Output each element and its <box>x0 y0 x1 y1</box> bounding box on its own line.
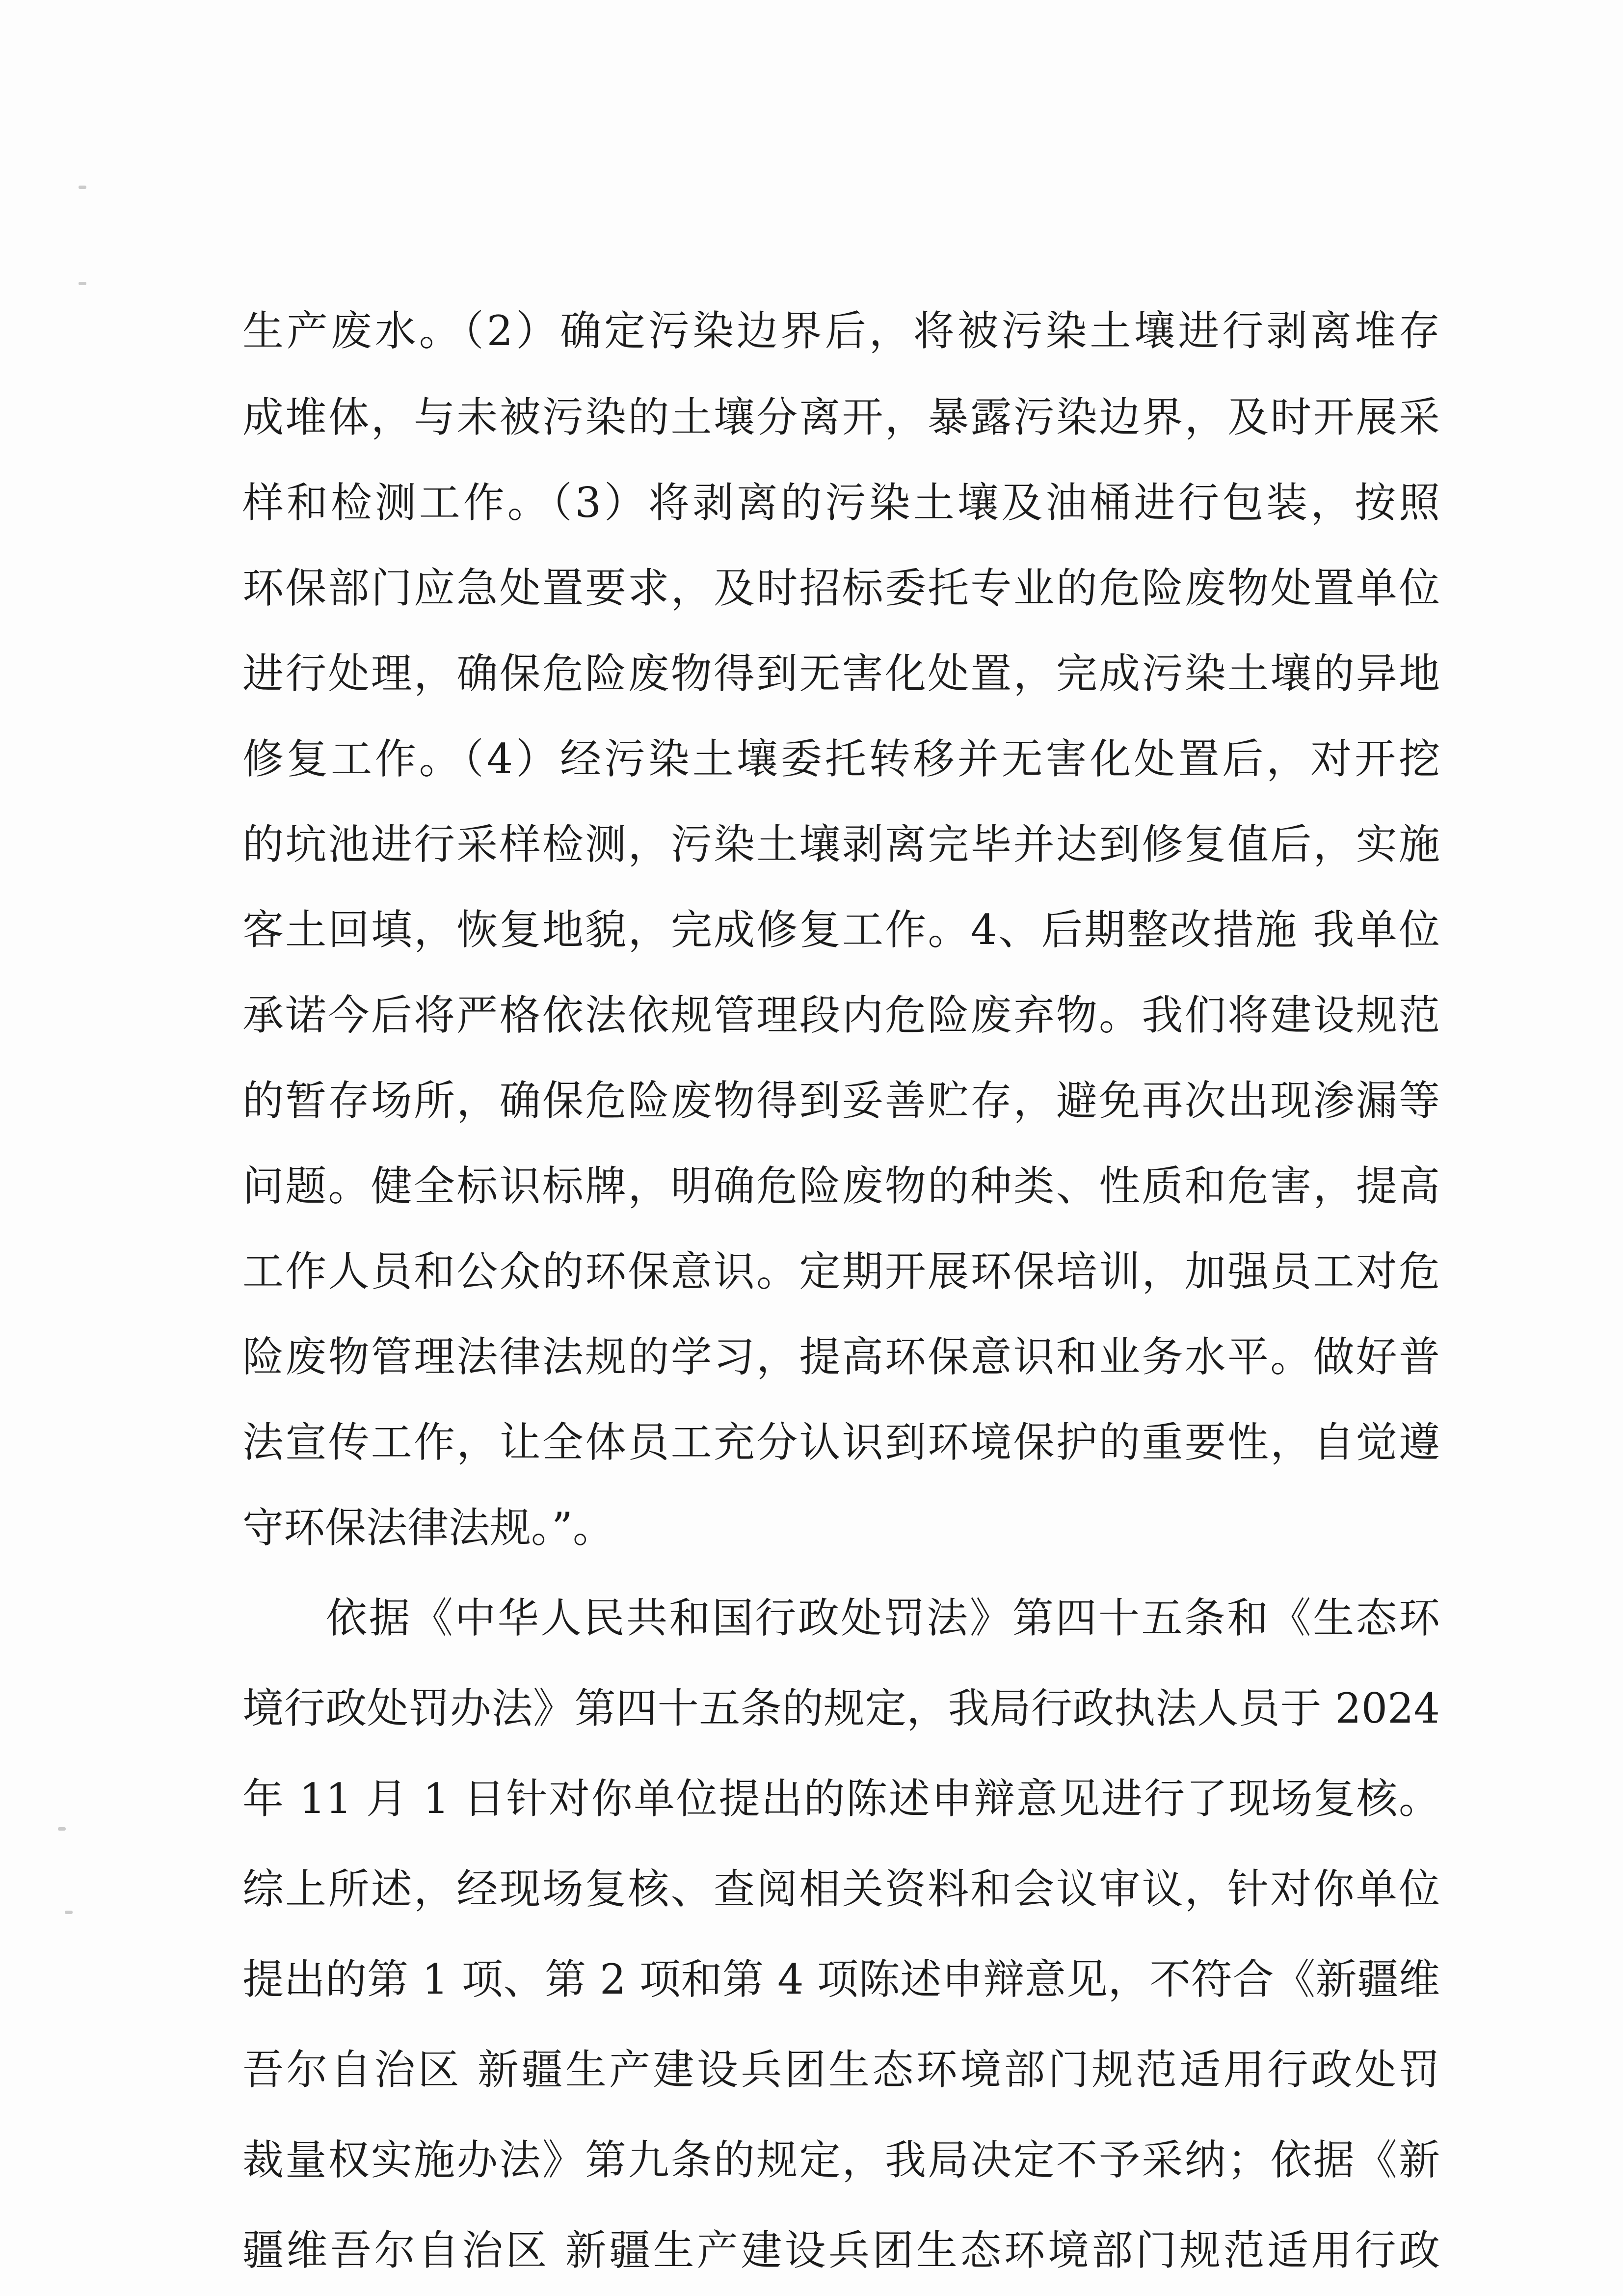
text-line: 疆维吾尔自治区 新疆生产建设兵团生态环境部门规范适用行政 <box>242 2226 1440 2274</box>
text-line: 样和检测工作。（3）将剥离的污染土壤及油桶进行包装，按照 <box>242 479 1440 527</box>
text-line: 年 11 月 1 日针对你单位提出的陈述申辩意见进行了现场复核。 <box>242 1775 1440 1823</box>
text-line: 境行政处罚办法》第四十五条的规定，我局行政执法人员于 2024 <box>242 1684 1440 1732</box>
text-line: 客土回填，恢复地貌，完成修复工作。4、后期整改措施 我单位 <box>242 906 1440 954</box>
scan-speck <box>79 282 86 285</box>
scan-speck <box>65 1911 73 1914</box>
text-line: 吾尔自治区 新疆生产建设兵团生态环境部门规范适用行政处罚 <box>242 2046 1440 2094</box>
text-line: 依据《中华人民共和国行政处罚法》第四十五条和《生态环 <box>326 1594 1440 1642</box>
text-line: 进行处理，确保危险废物得到无害化处置，完成污染土壤的异地 <box>242 649 1440 698</box>
text-line: 工作人员和公众的环保意识。定期开展环保培训，加强员工对危 <box>242 1247 1440 1296</box>
text-line: 综上所述，经现场复核、查阅相关资料和会议审议，针对你单位 <box>242 1865 1440 1913</box>
text-line: 的暂存场所，确保危险废物得到妥善贮存，避免再次出现渗漏等 <box>242 1077 1440 1125</box>
text-line: 裁量权实施办法》第九条的规定，我局决定不予采纳；依据《新 <box>242 2136 1440 2184</box>
text-line: 成堆体，与未被污染的土壤分离开，暴露污染边界，及时开展采 <box>242 393 1440 441</box>
text-line: 的坑池进行采样检测，污染土壤剥离完毕并达到修复值后，实施 <box>242 820 1440 868</box>
text-line: 险废物管理法律法规的学习，提高环保意识和业务水平。做好普 <box>242 1333 1440 1381</box>
text-line: 法宣传工作，让全体员工充分认识到环境保护的重要性，自觉遵 <box>242 1418 1440 1466</box>
text-line: 承诺今后将严格依法依规管理段内危险废弃物。我们将建设规范 <box>242 991 1440 1039</box>
text-line: 环保部门应急处置要求，及时招标委托专业的危险废物处置单位 <box>242 564 1440 612</box>
text-line: 生产废水。（2）确定污染边界后，将被污染土壤进行剥离堆存 <box>242 307 1440 355</box>
text-line: 守环保法律法规。”。 <box>242 1504 614 1552</box>
scan-speck <box>79 186 86 189</box>
text-line: 问题。健全标识标牌，明确危险废物的种类、性质和危害，提高 <box>242 1162 1440 1210</box>
scan-speck <box>58 1827 66 1831</box>
text-line: 修复工作。（4）经污染土壤委托转移并无害化处置后，对开挖 <box>242 735 1440 783</box>
text-line: 提出的第 1 项、第 2 项和第 4 项陈述申辩意见，不符合《新疆维 <box>242 1955 1440 2003</box>
